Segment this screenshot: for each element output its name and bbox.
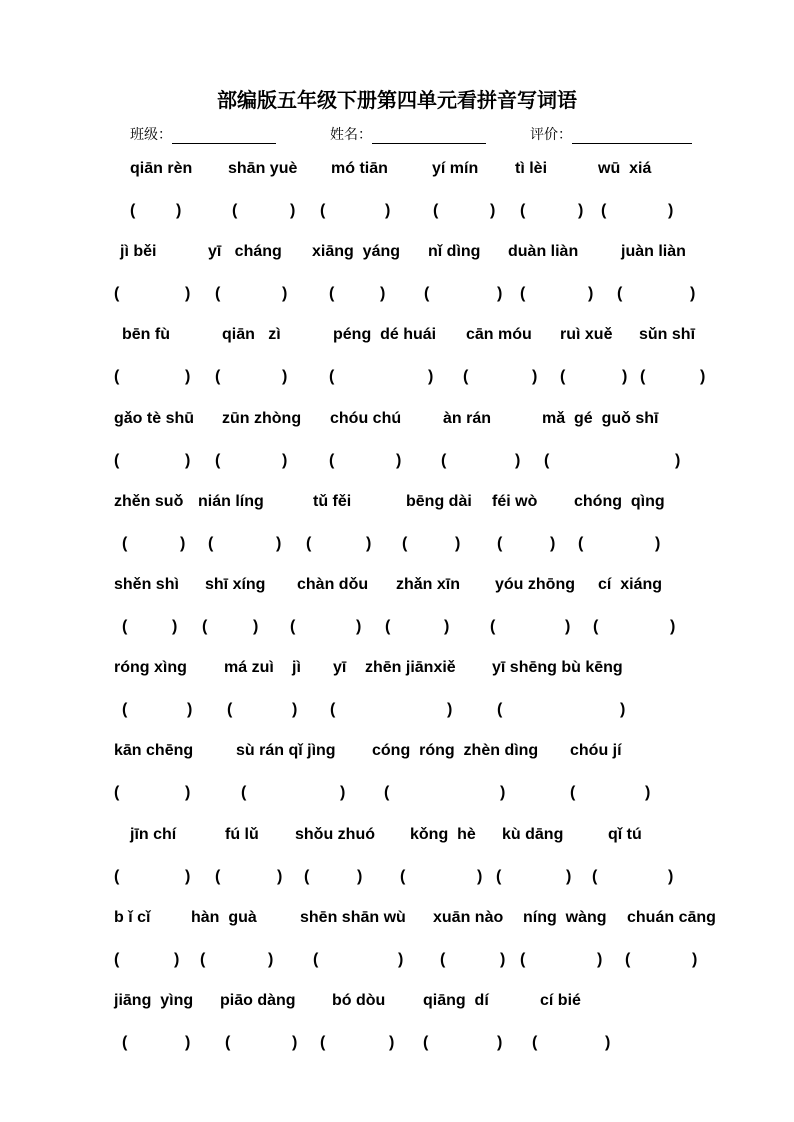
answer-open-paren: (: [593, 618, 599, 635]
answer-close-paren: ): [282, 368, 288, 386]
pinyin-word: sù rán qǐ jìng: [236, 742, 336, 760]
answer-open-paren: (: [225, 1034, 231, 1051]
pinyin-word: bēng dài: [406, 492, 472, 510]
answer-open-paren: (: [122, 701, 128, 719]
answer-close-paren: ): [292, 1034, 298, 1051]
answer-open-paren: (: [560, 368, 566, 386]
pinyin-word: àn rán: [443, 409, 492, 427]
answer-close-paren: ): [645, 784, 651, 802]
answer-open-paren: (: [241, 784, 247, 802]
answer-open-paren: (: [601, 202, 607, 219]
answer-open-paren: (: [441, 451, 447, 469]
answer-close-paren: ): [497, 285, 503, 303]
answer-close-paren: ): [690, 285, 696, 303]
answer-close-paren: ): [174, 950, 180, 968]
answer-close-paren: ): [428, 368, 434, 386]
pinyin-word: cí xiáng: [598, 576, 663, 593]
pinyin-word: xuān nào: [433, 908, 504, 926]
answer-open-paren: (: [490, 618, 496, 635]
worksheet-title: 部编版五年级下册第四单元看拼音写词语: [217, 88, 577, 112]
pinyin-word: kān chēng: [114, 742, 194, 760]
pinyin-word: chóu jí: [570, 742, 622, 760]
answer-open-paren: (: [122, 534, 128, 552]
answer-open-paren: (: [306, 534, 312, 552]
answer-close-paren: ): [185, 784, 191, 802]
answer-open-paren: (: [544, 451, 550, 469]
pinyin-word: juàn liàn: [621, 243, 686, 261]
answer-open-paren: (: [640, 368, 646, 386]
answer-open-paren: (: [440, 950, 446, 968]
answer-open-paren: (: [215, 451, 221, 469]
answer-close-paren: ): [380, 285, 386, 303]
answer-close-paren: ): [500, 784, 506, 802]
answer-close-paren: ): [385, 202, 391, 219]
pinyin-word: shēn shān wù: [300, 908, 406, 926]
pinyin-word: zūn zhòng: [222, 409, 302, 427]
answer-open-paren: (: [130, 202, 136, 219]
pinyin-word: jì běi: [120, 243, 157, 261]
pinyin-word: qiāng dí: [423, 992, 489, 1009]
pinyin-word: jì: [292, 659, 301, 677]
answer-open-paren: (: [400, 867, 406, 885]
pinyin-word: yī shēng bù kēng: [492, 659, 623, 677]
answer-open-paren: (: [114, 451, 120, 469]
answer-close-paren: ): [490, 202, 496, 219]
answer-open-paren: (: [433, 202, 439, 219]
name-label: 姓名：: [330, 127, 372, 143]
answer-open-paren: (: [384, 784, 390, 802]
class-label: 班级：: [130, 127, 172, 143]
answer-close-paren: ): [597, 950, 603, 968]
answer-close-paren: ): [532, 368, 538, 386]
pinyin-word: chóng qìng: [574, 492, 665, 510]
score-field: [530, 124, 692, 144]
answer-open-paren: (: [424, 285, 430, 303]
answer-close-paren: ): [605, 1034, 611, 1051]
pinyin-word: cí bié: [540, 992, 581, 1009]
pinyin-word: piāo dàng: [220, 992, 296, 1009]
answer-close-paren: ): [185, 451, 191, 469]
pinyin-word: gǎo tè shū: [114, 409, 195, 427]
pinyin-word: chàn dǒu: [297, 576, 369, 593]
pinyin-word: kù dāng: [502, 825, 564, 843]
pinyin-word: shī xíng: [205, 576, 266, 593]
pinyin-word: zhēn jiānxiě: [365, 659, 456, 677]
pinyin-word: cān móu: [466, 326, 532, 344]
pinyin-word: tǔ fěi: [313, 492, 352, 510]
name-field: [330, 124, 486, 144]
pinyin-word: zhǎn xīn: [396, 576, 461, 593]
answer-open-paren: (: [114, 950, 120, 968]
answer-close-paren: ): [172, 618, 178, 635]
answer-close-paren: ): [282, 451, 288, 469]
class-blank[interactable]: [172, 129, 276, 144]
answer-open-paren: (: [215, 368, 221, 386]
pinyin-word: xiāng yáng: [312, 243, 401, 261]
answer-open-paren: (: [227, 701, 233, 719]
answer-open-paren: (: [532, 1034, 538, 1051]
pinyin-word: jīn chí: [130, 825, 177, 843]
pinyin-word: shǒu zhuó: [295, 825, 375, 843]
pinyin-word: yóu zhōng: [495, 576, 575, 593]
answer-close-paren: ): [700, 368, 706, 386]
answer-close-paren: ): [253, 618, 259, 635]
answer-close-paren: ): [455, 534, 461, 552]
score-label: 评价：: [530, 127, 572, 143]
answer-close-paren: ): [398, 950, 404, 968]
pinyin-word: bēn fù: [122, 326, 170, 344]
pinyin-word: sǔn shī: [639, 326, 696, 344]
pinyin-word: yī: [333, 659, 347, 677]
answer-open-paren: (: [402, 534, 408, 552]
answer-open-paren: (: [330, 701, 336, 719]
answer-close-paren: ): [497, 1034, 503, 1051]
answer-close-paren: ): [588, 285, 594, 303]
answer-open-paren: (: [304, 867, 310, 885]
answer-close-paren: ): [515, 451, 521, 469]
answer-close-paren: ): [477, 867, 483, 885]
answer-close-paren: ): [268, 950, 274, 968]
answer-open-paren: (: [329, 368, 335, 386]
answer-close-paren: ): [668, 867, 674, 885]
pinyin-word: b ǐ cǐ: [114, 908, 151, 926]
answer-open-paren: (: [592, 867, 598, 885]
answer-open-paren: (: [208, 534, 214, 552]
pinyin-word: kǒng hè: [410, 825, 476, 843]
answer-open-paren: (: [202, 618, 208, 635]
answer-close-paren: ): [187, 701, 193, 719]
answer-open-paren: (: [497, 701, 503, 719]
pinyin-word: nián líng: [198, 492, 264, 510]
answer-close-paren: ): [566, 867, 572, 885]
name-blank[interactable]: [372, 129, 486, 144]
answer-open-paren: (: [215, 285, 221, 303]
pinyin-word: níng wàng: [523, 908, 607, 926]
answer-close-paren: ): [444, 618, 450, 635]
answer-open-paren: (: [423, 1034, 429, 1051]
answer-open-paren: (: [520, 202, 526, 219]
answer-close-paren: ): [292, 701, 298, 719]
answer-open-paren: (: [114, 285, 120, 303]
answer-close-paren: ): [620, 701, 626, 719]
answer-close-paren: ): [550, 534, 556, 552]
pinyin-word: bó dòu: [332, 992, 386, 1009]
pinyin-word: péng dé huái: [333, 326, 437, 344]
answer-close-paren: ): [692, 950, 698, 968]
answer-open-paren: (: [520, 285, 526, 303]
answer-open-paren: (: [320, 1034, 326, 1051]
answer-open-paren: (: [617, 285, 623, 303]
pinyin-word: cóng róng zhèn dìng: [372, 742, 539, 760]
answer-close-paren: ): [396, 451, 402, 469]
answer-open-paren: (: [570, 784, 576, 802]
answer-open-paren: (: [313, 950, 319, 968]
pinyin-word: tì lèi: [515, 160, 548, 177]
pinyin-word: róng xìng: [114, 659, 187, 677]
answer-open-paren: (: [497, 534, 503, 552]
answer-close-paren: ): [277, 867, 283, 885]
pinyin-word: fú lǔ: [225, 825, 259, 843]
answer-close-paren: ): [668, 202, 674, 219]
answer-close-paren: ): [180, 534, 186, 552]
answer-open-paren: (: [625, 950, 631, 968]
pinyin-word: ruì xuě: [560, 326, 613, 344]
answer-close-paren: ): [185, 285, 191, 303]
answer-close-paren: ): [366, 534, 372, 552]
pinyin-word: shān yuè: [228, 160, 298, 177]
answer-open-paren: (: [215, 867, 221, 885]
answer-close-paren: ): [565, 618, 571, 635]
answer-close-paren: ): [670, 618, 676, 635]
answer-close-paren: ): [500, 950, 506, 968]
answer-close-paren: ): [276, 534, 282, 552]
pinyin-word: qiān rèn: [130, 160, 193, 177]
pinyin-word: qǐ tú: [608, 825, 642, 843]
pinyin-word: mó tiān: [331, 160, 388, 177]
answer-open-paren: (: [520, 950, 526, 968]
pinyin-word: chóu chú: [330, 409, 402, 427]
answer-open-paren: (: [114, 368, 120, 386]
answer-open-paren: (: [232, 202, 238, 219]
pinyin-word: shěn shì: [114, 576, 179, 593]
answer-open-paren: (: [496, 867, 502, 885]
pinyin-word: yí mín: [432, 160, 479, 177]
pinyin-word: jiāng yìng: [114, 992, 194, 1009]
answer-close-paren: ): [655, 534, 661, 552]
class-field: [130, 124, 276, 144]
pinyin-word: zhěn suǒ: [114, 492, 184, 510]
pinyin-word: má zuì: [224, 659, 274, 677]
answer-open-paren: (: [114, 784, 120, 802]
answer-open-paren: (: [114, 867, 120, 885]
answer-open-paren: (: [122, 1034, 128, 1051]
answer-open-paren: (: [290, 618, 296, 635]
answer-close-paren: ): [622, 368, 628, 386]
answer-open-paren: (: [385, 618, 391, 635]
score-blank[interactable]: [572, 129, 692, 144]
pinyin-word: féi wò: [492, 492, 538, 510]
pinyin-word: hàn guà: [191, 908, 257, 926]
answer-open-paren: (: [200, 950, 206, 968]
answer-open-paren: (: [578, 534, 584, 552]
answer-open-paren: (: [329, 451, 335, 469]
answer-close-paren: ): [185, 368, 191, 386]
answer-close-paren: ): [356, 618, 362, 635]
answer-close-paren: ): [176, 202, 182, 219]
answer-open-paren: (: [122, 618, 128, 635]
answer-open-paren: (: [463, 368, 469, 386]
pinyin-word: chuán cāng: [627, 908, 716, 926]
answer-close-paren: ): [290, 202, 296, 219]
answer-close-paren: ): [185, 867, 191, 885]
answer-close-paren: ): [357, 867, 363, 885]
answer-close-paren: ): [282, 285, 288, 303]
answer-close-paren: ): [340, 784, 346, 802]
answer-open-paren: (: [320, 202, 326, 219]
answer-open-paren: (: [329, 285, 335, 303]
answer-close-paren: ): [447, 701, 453, 719]
pinyin-word: yī cháng: [208, 243, 282, 261]
pinyin-word: nǐ dìng: [428, 243, 481, 261]
pinyin-word: wū xiá: [598, 160, 652, 177]
pinyin-word: qiān zì: [222, 326, 281, 344]
answer-close-paren: ): [185, 1034, 191, 1051]
answer-close-paren: ): [578, 202, 584, 219]
answer-close-paren: ): [389, 1034, 395, 1051]
answer-close-paren: ): [675, 451, 681, 469]
pinyin-word: mǎ gé guǒ shī: [542, 409, 659, 427]
pinyin-word: duàn liàn: [508, 243, 579, 261]
